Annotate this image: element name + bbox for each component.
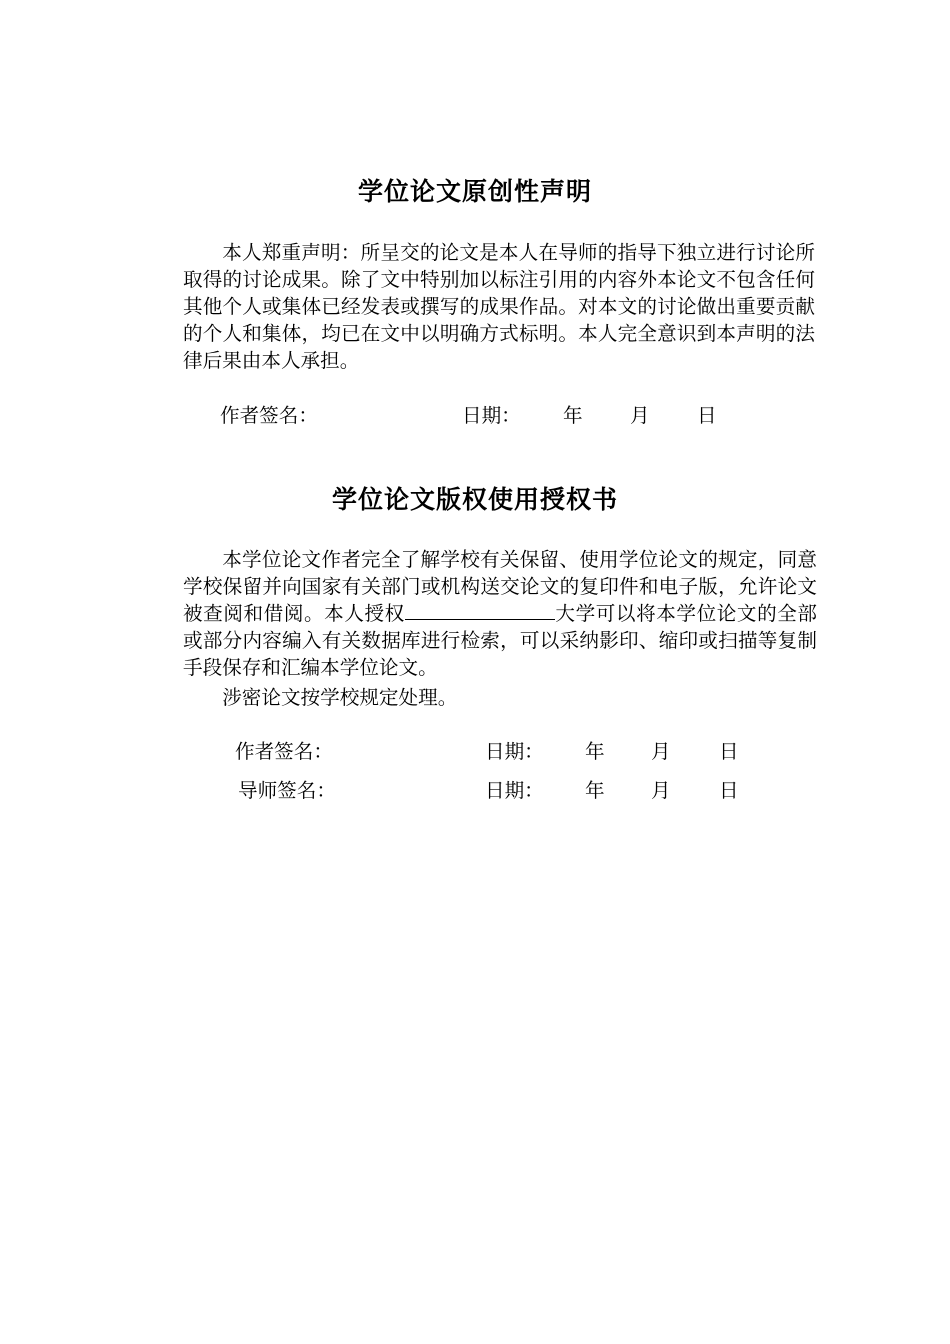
- day-label: 日: [719, 779, 739, 802]
- date-label: 日期：: [485, 779, 544, 802]
- secret-thesis-note: 涉密论文按学校规定处理。: [222, 686, 458, 709]
- date-label: 日期：: [485, 740, 544, 763]
- declaration-title: 学位论文原创性声明: [357, 177, 592, 206]
- month-label: 月: [630, 404, 650, 427]
- university-name-blank[interactable]: [405, 601, 555, 620]
- declaration-body: 本人郑重声明：所呈交的论文是本人在导师的指导下独立进行讨论所取得的讨论成果。除了文中特别加以标注引用的内容外本论文不包含任何其他个人或集体已经发表或撰写的成果作品。对本文的讨论做出重要贡献的个人和集体，均已在文中以明确方式标明。本人完全意识到本声明的法律后果由本人承担。: [183, 241, 815, 372]
- date-label: 日期：: [462, 404, 521, 427]
- day-label: 日: [697, 404, 717, 427]
- year-label: 年: [563, 404, 583, 427]
- declaration-signature-line: [0, 403, 950, 429]
- year-label: 年: [585, 779, 605, 802]
- author-signature-line: [0, 739, 950, 765]
- authorization-title: 学位论文版权使用授权书: [331, 485, 618, 514]
- day-label: 日: [719, 740, 739, 763]
- authorization-body-part-2: 大学可以将本学位论文的全部或部分内容编入有关数据库进行检索，可以采纳影印、缩印或扫描等复制手段保存和汇编本学位论文。: [183, 602, 818, 679]
- year-label: 年: [585, 740, 605, 763]
- author-signature-label: 作者签名：: [235, 740, 333, 763]
- month-label: 月: [651, 779, 671, 802]
- advisor-signature-line: [0, 778, 950, 804]
- month-label: 月: [651, 740, 671, 763]
- advisor-signature-label: 导师签名：: [238, 779, 336, 802]
- authorization-body-part-1: 本学位论文作者完全了解学校有关保留、使用学位论文的规定，同意学校保留并向国家有关部门或机构送交论文的复印件和电子版，允许论文被查阅和借阅。本人授权: [183, 548, 817, 625]
- author-signature-label: 作者签名：: [220, 404, 318, 427]
- authorization-body: [183, 546, 817, 681]
